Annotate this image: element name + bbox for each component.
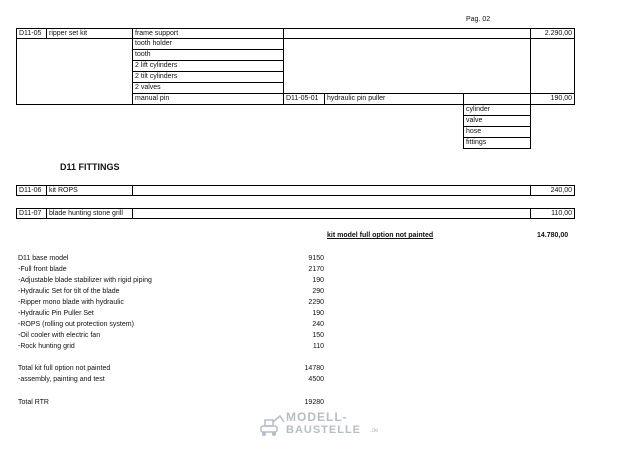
watermark-logo — [258, 408, 388, 440]
blank-cell — [132, 208, 531, 219]
summary-value: 150 — [312, 332, 324, 339]
item-name: blade hunting stone grill — [46, 208, 133, 219]
part-cell: 2 lift cylinders — [132, 60, 284, 72]
total-label: -assembly, painting and test — [18, 376, 105, 383]
part-cell: 2 valves — [132, 82, 284, 94]
blank-cell — [283, 38, 531, 94]
logo-suffix: .de — [370, 428, 379, 434]
summary-label: -Hydraulic Pin Puller Set — [18, 310, 94, 317]
item-code: D11-06 — [16, 185, 47, 196]
total-rtr-label: Total RTR — [18, 399, 49, 406]
item-price: 2.290,00 — [530, 28, 575, 39]
summary-value: 110 — [312, 343, 324, 350]
blank-cell — [16, 38, 133, 105]
item-price: 240,00 — [530, 185, 575, 196]
page-number: Pag. 02 — [466, 16, 491, 23]
summary-label: -ROPS (rolling out protection system) — [18, 321, 134, 328]
sub-part-cell: valve — [463, 115, 531, 127]
summary-value: 2170 — [308, 266, 324, 273]
summary-value: 9150 — [308, 255, 324, 262]
summary-label: -Adjustable blade stabilizer with rigid piping — [18, 277, 152, 284]
summary-value: 190 — [312, 310, 324, 317]
summary-label: D11 base model — [18, 255, 69, 262]
total-rtr-value: 19280 — [304, 399, 324, 406]
excavator-icon — [258, 412, 286, 438]
summary-label: -Rock hunting grid — [18, 343, 75, 350]
item-name: ripper set kit — [46, 28, 133, 39]
logo-line-2: BAUSTELLE — [286, 424, 361, 436]
summary-label: -Full front blade — [18, 266, 67, 273]
sub-part-cell: cylinder — [463, 104, 531, 116]
sub-item-price: 190,00 — [530, 93, 575, 105]
total-label: Total kit full option not painted — [18, 365, 111, 372]
part-cell: manual pin — [132, 93, 284, 105]
part-cell: frame support — [132, 28, 284, 39]
sub-item-code: D11-05-01 — [283, 93, 325, 105]
total-value: 14780 — [304, 365, 324, 372]
part-cell: 2 tilt cylinders — [132, 71, 284, 83]
part-cell: tooth — [132, 49, 284, 61]
part-cell: tooth holder — [132, 38, 284, 50]
blank-cell — [530, 38, 575, 94]
item-name: kit ROPS — [46, 185, 133, 196]
section-title: D11 FITTINGS — [60, 162, 120, 172]
kit-total-label: kit model full option not painted — [327, 232, 434, 239]
kit-total-value: 14.780,00 — [537, 232, 569, 239]
total-value: 4500 — [308, 376, 324, 383]
sub-item-name: hydraulic pin puller — [324, 93, 464, 105]
logo-line-1: MODELL- — [286, 410, 348, 424]
summary-value: 240 — [312, 321, 324, 328]
summary-label: -Ripper mono blade with hydraulic — [18, 299, 124, 306]
summary-label: -Hydraulic Set for tilt of the blade — [18, 288, 120, 295]
sub-part-cell: fittings — [463, 137, 531, 149]
item-price: 110,00 — [530, 208, 575, 219]
item-code: D11-07 — [16, 208, 47, 219]
summary-value: 2290 — [308, 299, 324, 306]
summary-value: 190 — [312, 277, 324, 284]
item-code: D11-05 — [16, 28, 47, 39]
blank-cell — [132, 185, 531, 196]
sub-part-cell: hose — [463, 126, 531, 138]
summary-label: -Oil cooler with electric fan — [18, 332, 101, 339]
summary-value: 290 — [312, 288, 324, 295]
